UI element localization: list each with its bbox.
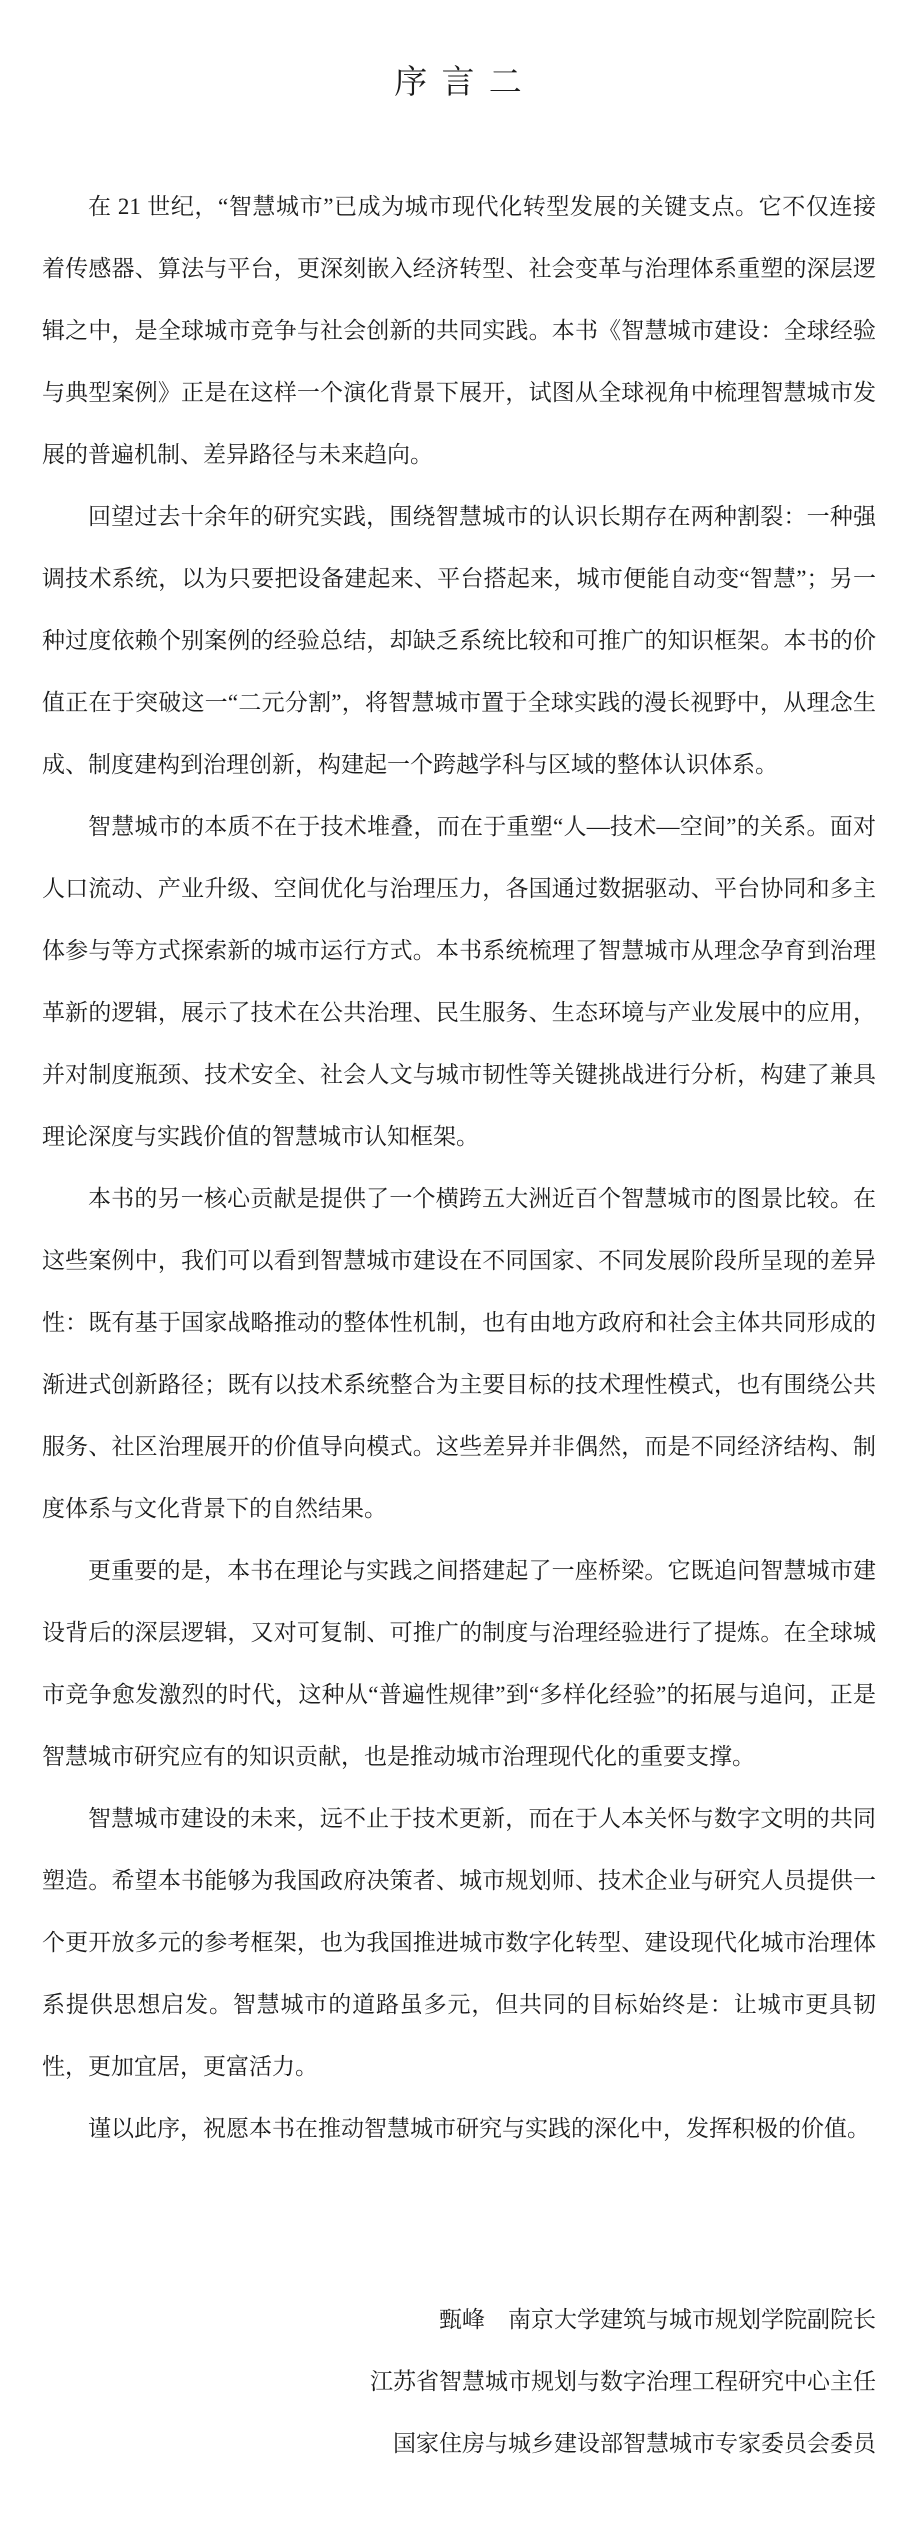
preface-paragraph-4: 本书的另一核心贡献是提供了一个横跨五大洲近百个智慧城市的图景比较。在这些案例中，我们可以看到智慧城市建设在不同国家、不同发展阶段所呈现的差异性：既有基于国家战略推动的整体性机制，也有由地方政府和社会主体共同形成的渐进式创新路径；既有以技术系统整合为主要目标的技术理性模式，也有围绕公共服务、社区治理展开的价值导向模式。这些差异并非偶然，而是不同经济结构、制度体系与文化背景下的自然结果。	[42, 1186, 876, 1521]
signature-line-center-director: 江苏省智慧城市规划与数字治理工程研究中心主任	[370, 2369, 876, 2394]
preface-paragraph-7: 谨以此序，祝愿本书在推动智慧城市研究与实践的深化中，发挥积极的价值。	[88, 2116, 870, 2141]
preface-paragraph-5: 更重要的是，本书在理论与实践之间搭建起了一座桥梁。它既追问智慧城市建设背后的深层逻辑，又对可复制、可推广的制度与治理经验进行了提炼。在全球城市竞争愈发激烈的时代，这种从“普遍性规律”到“多样化经验”的拓展与追问，正是智慧城市研究应有的知识贡献，也是推动城市治理现代化的重要支撑。	[42, 1558, 876, 1769]
preface-title: 序 言 二	[394, 65, 525, 101]
preface-paragraph-1: 在 21 世纪，“智慧城市”已成为城市现代化转型发展的关键支点。它不仅连接着传感器、算法与平台，更深刻嵌入经济转型、社会变革与治理体系重塑的深层逻辑之中，是全球城市竞争与社会创新的共同实践。本书《智慧城市建设：全球经验与典型案例》正是在这样一个演化背景下展开，试图从全球视角中梳理智慧城市发展的普遍机制、差异路径与未来趋向。	[42, 194, 876, 467]
signature-line-author-title: 甄峰 南京大学建筑与城市规划学院副院长	[439, 2307, 876, 2332]
preface-paragraph-3: 智慧城市的本质不在于技术堆叠，而在于重塑“人—技术—空间”的关系。面对人口流动、产业升级、空间优化与治理压力，各国通过数据驱动、平台协同和多主体参与等方式探索新的城市运行方式。本书系统梳理了智慧城市从理念孕育到治理革新的逻辑，展示了技术在公共治理、民生服务、生态环境与产业发展中的应用，并对制度瓶颈、技术安全、社会人文与城市韧性等关键挑战进行分析，构建了兼具理论深度与实践价值的智慧城市认知框架。	[42, 814, 876, 1149]
preface-paragraph-6: 智慧城市建设的未来，远不止于技术更新，而在于人本关怀与数字文明的共同塑造。希望本书能够为我国政府决策者、城市规划师、技术企业与研究人员提供一个更开放多元的参考框架，也为我国推进城市数字化转型、建设现代化城市治理体系提供思想启发。智慧城市的道路虽多元，但共同的目标始终是：让城市更具韧性，更加宜居，更富活力。	[42, 1806, 876, 2079]
signature-block	[42, 2289, 876, 2475]
preface-body	[42, 176, 876, 2160]
signature-line-committee-member: 国家住房与城乡建设部智慧城市专家委员会委员	[393, 2431, 876, 2456]
preface-paragraph-2: 回望过去十余年的研究实践，围绕智慧城市的认识长期存在两种割裂：一种强调技术系统，以为只要把设备建起来、平台搭起来，城市便能自动变“智慧”；另一种过度依赖个别案例的经验总结，却缺乏系统比较和可推广的知识框架。本书的价值正在于突破这一“二元分割”，将智慧城市置于全球实践的漫长视野中，从理念生成、制度建构到治理创新，构建起一个跨越学科与区域的整体认识体系。	[42, 504, 876, 777]
